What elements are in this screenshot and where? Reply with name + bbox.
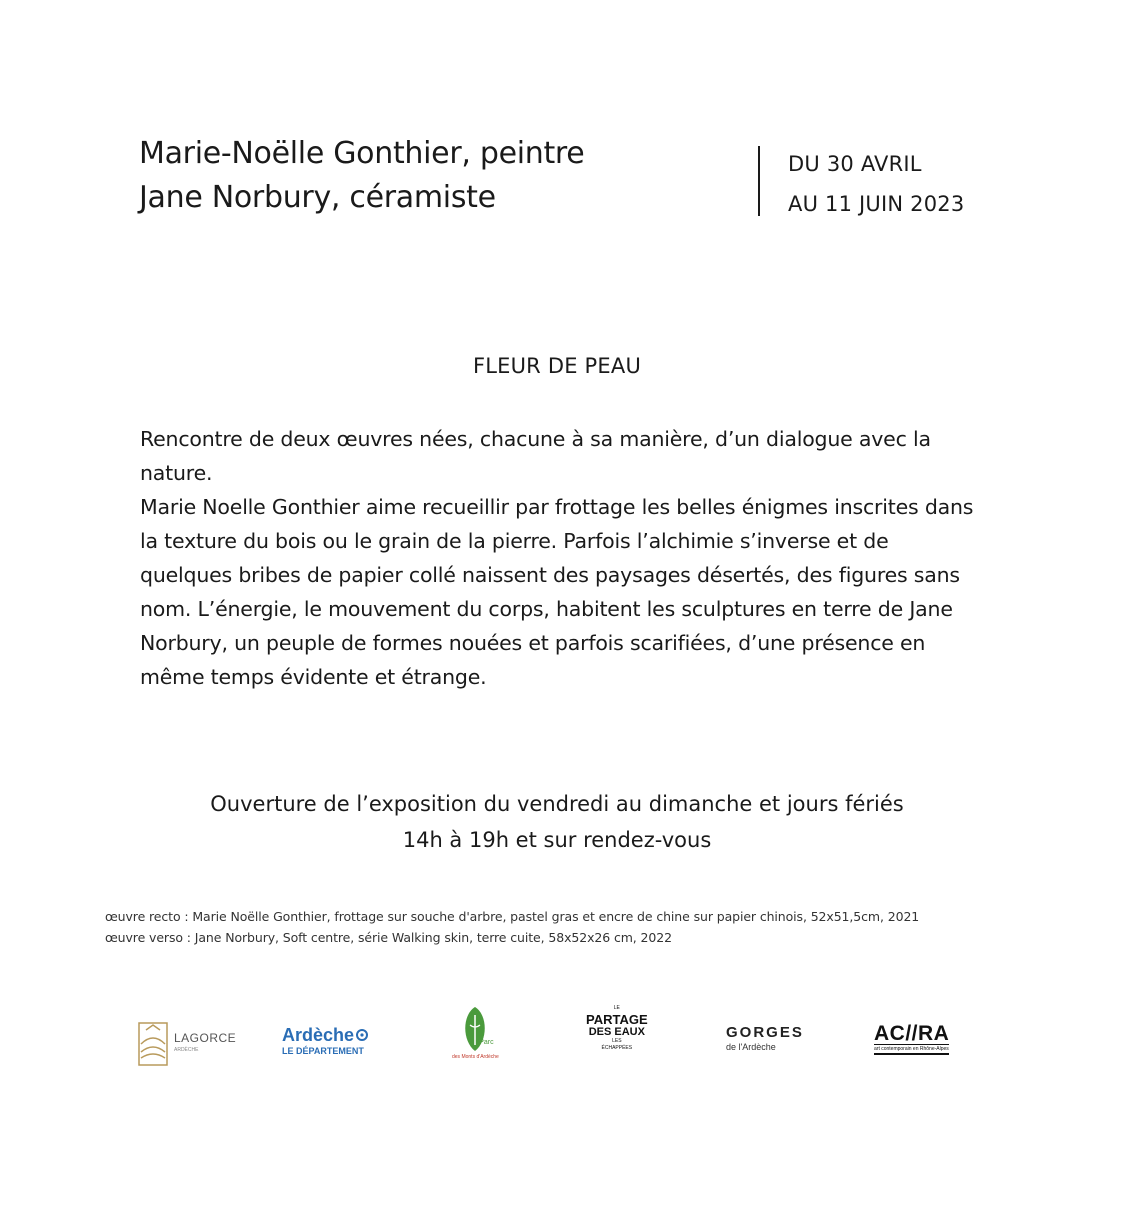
credit-verso: œuvre verso : Jane Norbury, Soft centre, série Walking skin, terre cuite, 58x52x26 cm, 2022 [105, 930, 672, 945]
exhibition-description [140, 422, 980, 694]
lagorce-logo [138, 1022, 236, 1066]
parc-name: Parc [479, 1039, 494, 1046]
partage-logo [586, 1002, 648, 1052]
acra-name: AC//RA [874, 1022, 950, 1045]
ardeche-name: Ardèche [282, 1025, 355, 1045]
exhibition-title: FLEUR DE PEAU [472, 354, 642, 378]
acra-sub: art contemporain en Rhône-Alpes [874, 1044, 949, 1055]
partage-sub-2: ÉCHAPPÉES [601, 1045, 633, 1051]
partage-name-1: PARTAGE [586, 1012, 648, 1027]
ardeche-mark-icon [356, 1029, 368, 1041]
ardeche-sub: LE DÉPARTEMENT [282, 1046, 364, 1056]
partage-sub-1: LES [612, 1038, 622, 1044]
header-divider [758, 146, 760, 216]
gorges-logo [726, 1026, 804, 1054]
opening-hours [0, 786, 1114, 858]
artists-block [139, 132, 584, 220]
artist-2: Jane Norbury, céramiste [139, 180, 496, 215]
partage-top: LE [613, 1005, 620, 1011]
partage-name-2: DES EAUX [588, 1026, 645, 1038]
lagorce-sub: ARDÈCHE [174, 1047, 199, 1053]
artist-1: Marie-Noëlle Gonthier, peintre [139, 136, 585, 171]
parc-logo [452, 1005, 499, 1060]
parc-sub: des Monts d'Ardèche [452, 1054, 499, 1060]
gorges-sub: de l'Ardèche [726, 1042, 776, 1052]
artwork-credits [105, 906, 919, 948]
ardeche-logo [282, 1025, 368, 1058]
description-paragraph-1: Rencontre de deux œuvres nées, chacune à sa manière, d’un dialogue avec la nature. [140, 427, 931, 485]
dates-block [788, 144, 964, 224]
partner-logos [120, 1000, 990, 1090]
description-paragraph-2: Marie Noelle Gonthier aime recueillir par frottage les belles énigmes inscrites dans la texture du bois ou le grain de la pierre. Parfois l’alchimie s’inverse et de quelques bribes de papier collé naissent des paysages désertés, des figures sans nom. L’énergie, le mouvement du corps, habitent les sculptures en terre de Jane Norbury, un peuple de formes nouées et parfois scarifiées, d’une présence en même temps évidente et étrange. [140, 495, 974, 689]
lagorce-name: LAGORCE [174, 1031, 237, 1045]
date-end: AU 11 JUIN 2023 [788, 192, 965, 216]
opening-days: Ouverture de l’exposition du vendredi au dimanche et jours fériés [210, 792, 904, 816]
date-start: DU 30 AVRIL [788, 152, 922, 176]
opening-times: 14h à 19h et sur rendez-vous [402, 828, 712, 852]
credit-recto: œuvre recto : Marie Noëlle Gonthier, frottage sur souche d'arbre, pastel gras et encre de chine sur papier chinois, 52x51,5cm, 2021 [105, 909, 920, 924]
acra-logo [874, 1024, 949, 1055]
lagorce-emblem-icon [138, 1022, 168, 1066]
gorges-name: GORGES [726, 1024, 804, 1041]
